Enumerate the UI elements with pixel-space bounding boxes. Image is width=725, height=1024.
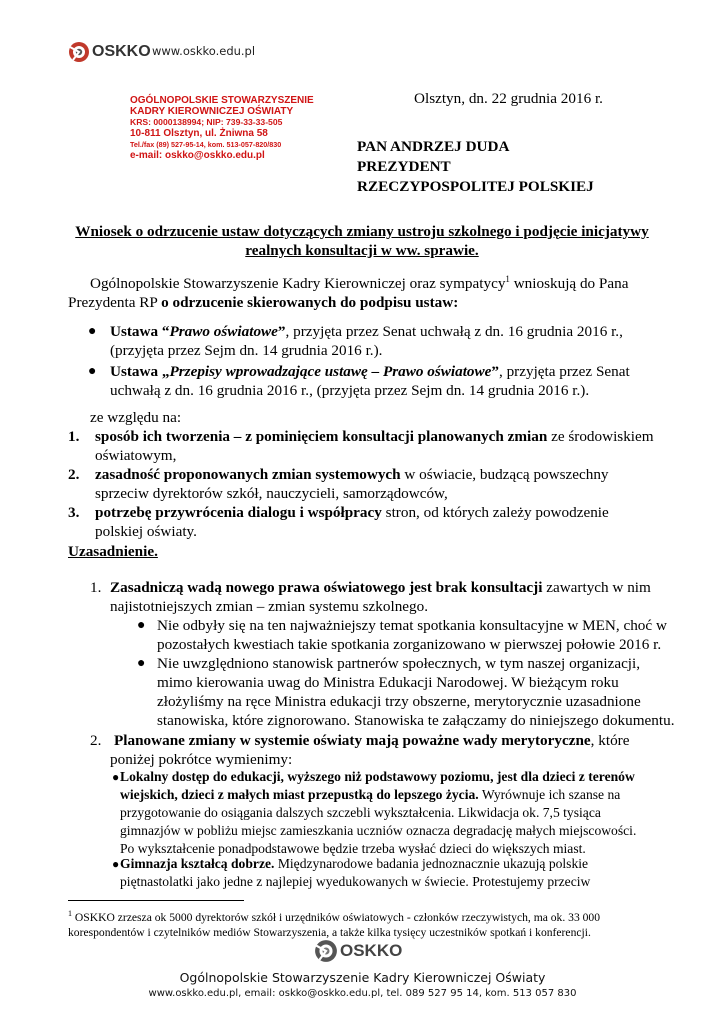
point-sub-item <box>90 616 690 654</box>
reason-number: 1. <box>68 428 80 445</box>
reasons <box>68 408 678 541</box>
law-title: Prawo oświatowe <box>169 323 278 340</box>
point-sub-item <box>90 654 690 730</box>
point-number: 2. <box>90 732 102 749</box>
sub-bold: Gimnazja kształcą dobrze. <box>120 856 275 871</box>
sub-line: piętnastolatki jako jedne z najlepiej wyedukowanych w świecie. Protestujemy przeciw <box>120 874 591 889</box>
sub-line: Po wykształcenie ponadpodstawowe będzie trzeba wysłać dzieci do większych miast. <box>120 841 586 856</box>
sub-rest: Wyrównuje ich szanse na <box>478 787 621 802</box>
point-bold: Zasadniczą wadą nowego prawa oświatowego jest brak konsultacji <box>110 579 543 596</box>
subject <box>60 222 664 260</box>
stamp-line: KADRY KIEROWNICZEJ OŚWIATY <box>130 106 294 117</box>
oskko-logo-icon <box>314 939 338 963</box>
stamp-line: KRS: 0000138994; NIP: 739-33-33-505 <box>130 117 283 127</box>
reason-rest: sprzeciw dyrektorów szkół, nauczycieli, samorządowców, <box>95 485 448 502</box>
reason-bold: zasadność proponowanych zmian systemowych <box>95 466 401 483</box>
reason-item <box>68 427 678 465</box>
footer-org-name: Ogólnopolskie Stowarzyszenie Kadry Kierowniczej Oświaty <box>179 970 546 985</box>
sub-line: Nie odbyły się na ten najważniejszy temat spotkania konsultacyjne w MEN, choć w <box>157 617 667 634</box>
footnote <box>68 906 688 940</box>
footnote-text: korespondentów i czytelników mediów Stowarzyszenia, a także kilka tysięcy uczestników spotkań i konferencji. <box>68 925 591 939</box>
footer-logo-text: OSKKO <box>340 941 403 960</box>
sub-bold-line: Lokalny dostęp do edukacji, wyższego niż podstawowy poziomu, jest dla dzieci z terenów <box>120 769 635 784</box>
header-url[interactable]: www.oskko.edu.pl <box>152 44 256 58</box>
organization-stamp <box>130 95 314 161</box>
law-item <box>68 322 668 360</box>
place-date: Olsztyn, dn. 22 grudnia 2016 r. <box>414 90 603 107</box>
stamp-line: OGÓLNOPOLSKIE STOWARZYSZENIE <box>130 95 314 106</box>
addressee-line: PREZYDENT <box>357 158 451 175</box>
law-detail: (przyjęta przez Sejm dn. 14 grudnia 2016 r.). <box>110 342 383 359</box>
point-1 <box>90 578 690 730</box>
bullet-icon: ● <box>112 857 120 871</box>
reason-rest: stron, od których zależy powodzenie <box>381 504 609 521</box>
intro-text: wnioskują do Pana <box>509 275 629 293</box>
law-label: Ustawa „ <box>110 363 170 380</box>
intro-text: Ogólnopolskie Stowarzyszenie Kadry Kierowniczej oraz sympatycy <box>90 275 506 293</box>
sub-rest: Międzynarodowe badania jednoznacznie ukazują polskie <box>274 856 589 871</box>
reason-item <box>68 503 678 541</box>
sub-line: gimnazjów w pobliżu miejsc zamieszkania uczniów oznacza degradację małych miejscowości. <box>120 823 637 838</box>
point-rest: najistotniejszych zmian – zmian systemu szkolnego. <box>110 598 429 615</box>
sub-line: złożyliśmy na ręce Ministra edukacji trzy obszerne, merytorycznie uzasadnione <box>157 693 641 710</box>
stamp-line: Tel./fax (89) 527-95-14, kom. 513-057-820/830 <box>130 140 282 149</box>
reason-item <box>68 465 678 503</box>
bullet-icon: ● <box>88 364 97 379</box>
point-rest: zawartych w nim <box>542 579 651 596</box>
reason-bold: potrzebę przywrócenia dialogu i współpracy <box>95 504 382 521</box>
law-label-end: ” <box>491 363 499 380</box>
footer-contact[interactable]: www.oskko.edu.pl, email: oskko@oskko.edu.pl, tel. 089 527 95 14, kom. 513 057 830 <box>148 988 577 999</box>
bullet-icon: ● <box>137 656 146 671</box>
intro-request: o odrzucenie skierowanych do podpisu ustaw: <box>161 294 459 312</box>
intro-paragraph <box>68 270 668 312</box>
stamp-line: 10-811 Olsztyn, ul. Żniwna 58 <box>130 128 268 139</box>
reason-rest: oświatowym, <box>95 447 177 464</box>
bullet-icon: ● <box>88 324 97 339</box>
point-2 <box>90 731 690 769</box>
reasons-intro: ze względu na: <box>90 409 182 426</box>
reason-number: 3. <box>68 504 80 521</box>
subject-line: realnych konsultacji w ww. sprawie. <box>245 242 479 259</box>
footnote-divider <box>68 900 244 901</box>
intro-text: Prezydenta RP <box>68 294 162 312</box>
law-title: Przepisy wprowadzające ustawę – Prawo oświatowe <box>169 363 492 380</box>
reason-rest: ze środowiskiem <box>547 428 654 445</box>
law-label-end: ” <box>277 323 286 340</box>
law-list <box>68 322 668 400</box>
footnote-mark: 1 <box>68 909 72 918</box>
point-2-sub-1 <box>112 768 710 858</box>
addressee-line: RZECZYPOSPOLITEJ POLSKIEJ <box>357 178 594 195</box>
law-detail: , przyjęta przez Senat <box>498 363 630 380</box>
sub-line: stanowiska, które zignorowano. Stanowiska te załączamy do niniejszego dokumentu. <box>157 712 675 729</box>
law-label: Ustawa “ <box>110 323 170 340</box>
footnote-text: OSKKO zrzesza ok 5000 dyrektorów szkół i urzędników oświatowych - członków rzeczywistych, ma ok. 33 000 <box>72 910 601 924</box>
sub-line: pozostałych kwestiach takie spotkania zorganizowano w pierwszej połowie 2016 r. <box>157 636 662 653</box>
bullet-icon: ● <box>112 770 120 784</box>
point-number: 1. <box>90 579 102 596</box>
reason-rest: polskiej oświaty. <box>95 523 197 540</box>
footer-logo <box>314 937 414 965</box>
reason-number: 2. <box>68 466 80 483</box>
sub-bold-line: wiejskich, dzieci z małych miast przepustką do lepszego życia. <box>120 787 479 802</box>
bullet-icon: ● <box>137 618 146 633</box>
reason-rest: w oświacie, budzącą powszechny <box>400 466 609 483</box>
header-logo-text: OSKKO <box>92 43 151 60</box>
law-detail: uchwałą z dn. 16 grudnia 2016 r., (przyjęta przez Sejm dn. 14 grudnia 2016 r.). <box>110 382 590 399</box>
reason-bold: sposób ich tworzenia – z pominięciem konsultacji planowanych zmian <box>95 428 548 445</box>
point-2-sub-2 <box>112 855 710 891</box>
footnote-ref[interactable]: 1 <box>505 274 510 284</box>
stamp-line: e-mail: oskko@oskko.edu.pl <box>130 150 265 161</box>
header-logo[interactable] <box>68 39 151 65</box>
sub-line: Nie uwzględniono stanowisk partnerów społecznych, w tym naszej organizacji, <box>157 655 641 672</box>
law-detail: , przyjęta przez Senat uchwałą z dn. 16 grudnia 2016 r., <box>285 323 623 340</box>
point-rest: , które <box>590 732 630 749</box>
point-rest: poniżej pokrótce wymienimy: <box>110 751 293 768</box>
addressee-line: PAN ANDRZEJ DUDA <box>357 138 510 155</box>
justification-heading: Uzasadnienie. <box>68 543 158 560</box>
sub-line: mimo kierowania uwag do Ministra Edukacji Narodowej. W bieżącym roku <box>157 674 619 691</box>
subject-line: Wniosek o odrzucenie ustaw dotyczących zmiany ustroju szkolnego i podjęcie inicjatywy <box>75 223 649 240</box>
oskko-logo-icon <box>68 41 90 63</box>
law-item <box>68 362 668 400</box>
addressee <box>357 137 594 197</box>
sub-line: przygotowanie do osiągania dalszych szczebli wykształcenia. Likwidacja ok. 7,5 tysiąca <box>120 805 601 820</box>
point-bold: Planowane zmiany w systemie oświaty mają poważne wady merytoryczne <box>114 732 591 749</box>
